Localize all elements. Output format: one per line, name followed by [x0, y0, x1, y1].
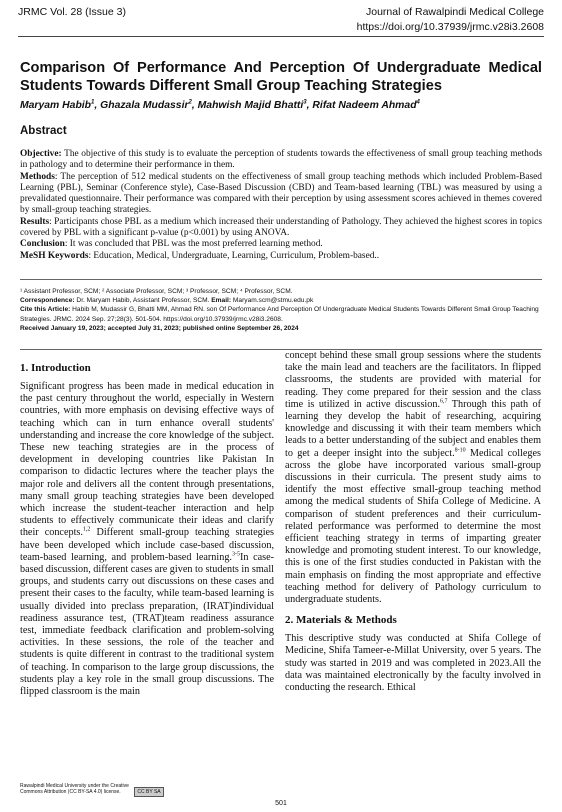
doi-link[interactable]: https://doi.org/10.37939/jrmc.v28i3.2608 — [356, 21, 544, 33]
citation-ref: 1,2 — [82, 527, 91, 534]
intro-text: In case-based discussion, different cases are given to students in small groups, and students carry out discussions on these cases and present their cases to the faculty, while team-based learning is usually divided into preclass preparation, (IRAT)individual readiness assurance test, (TRAT)team readiness assurance test, immediate feedback clarification and problem-solving activities. In these sessions, the role of the teacher and students is quite different in contrast to the traditional system of teaching. In comparison to the large group discussions, the students play a key role in the small group discussions. The flipped classroom is the main — [20, 551, 274, 698]
cc-license-badge[interactable]: CC BY SA — [134, 787, 164, 797]
intro-paragraph-continued — [285, 350, 541, 606]
correspondence-text: Dr. Maryam Habib, Assistant Professor, SCM. — [74, 297, 212, 305]
journal-issue: JRMC Vol. 28 (Issue 3) — [18, 6, 126, 18]
citation-ref: 3-5 — [231, 551, 240, 558]
abstract-methods — [20, 172, 542, 217]
right-column — [285, 350, 541, 694]
keywords-text: : Education, Medical, Undergraduate, Learning, Curriculum, Problem-based.. — [88, 250, 380, 261]
email-label: Email: — [211, 297, 232, 305]
intro-text: Significant progress has been made in medical education in the past century throughout the world, especially in Western countries, with more emphasis on devising effective ways of teaching which can in turn enhance overall students' understanding and increase the core knowledge of the subject. These new teaching strategies are in the process of development in developing countries like Pakistan In comparison to didactic lectures where the teacher plays the major role and delivers all the content through presentations, many small group teaching strategies have been developed which increase the student-teacher interaction and help students to effectively communicate their ideas and clarify their concepts. — [20, 381, 274, 539]
objective-text: The objective of this study is to evaluate the perception of students towards the effectiveness of small group teaching methods in pathology and to determine their performance in them. — [20, 149, 542, 171]
methods-label: Methods — [20, 171, 55, 182]
methods-paragraph: This descriptive study was conducted at Shifa College of Medicine, Shifa Tameer-e-Millat University, over 5 years. The study was started in 2019 and was completed in 2023.All the data was maintained electronically by the faculty involved in conducting the research. Ethical — [285, 633, 541, 694]
keywords-label: MeSH Keywords — [20, 250, 89, 261]
conclusion-text: : It was concluded that PBL was the most preferred learning method. — [64, 239, 323, 250]
author-name: Maryam Habib — [20, 100, 92, 111]
citation-ref: 8-10 — [454, 447, 466, 454]
objective-label: Objective: — [20, 149, 62, 159]
author-list: Maryam Habib$^1$, Ghazala Mudassir$^2$, Mahwish Majid Bhatti$^3$, Rifat Nadeem Ahmad$^4$ — [20, 99, 420, 111]
abstract-conclusion — [20, 239, 542, 250]
section-heading-introduction: 1. Introduction — [20, 362, 91, 374]
results-text: : Participants chose PBL as a medium which increased their understanding of Pathology. They achieved the highest scores in topics covered by PBL with a significant p-value (p<0.001) by using ANOVA. — [20, 216, 542, 239]
author-affiliation: 1 — [91, 99, 95, 106]
results-label: Results — [20, 216, 50, 227]
author-name: Mahwish Majid Bhatti — [197, 100, 304, 111]
page-number: 501 — [275, 800, 287, 807]
intro-text: Different small-group teaching strategies have been developed which include case-based discussion, team-based learning, and problem-based learning. — [20, 527, 275, 563]
abstract-body — [20, 149, 542, 262]
author-affiliation: 4 — [416, 99, 420, 106]
affiliations: ¹ Assistant Professor, SCM; ² Associate Professor, SCM; ³ Professor, SCM; ⁴ Professor, SCM. — [20, 288, 293, 295]
author-name: Ghazala Mudassir — [100, 100, 189, 111]
received-text: Received January 19, 2023; accepted July 31, 2023; published online September 26, 2024 — [20, 324, 299, 332]
author-affiliation: 2 — [188, 99, 192, 106]
intro-paragraph — [20, 381, 274, 698]
methods-text: : The perception of 512 medical students on the effectiveness of small group teaching methods which included Problem-Based Learning (PBL), Seminar (Conference style), Case-Based Discussion (CBD) and Team-based learning (TBL) was measured by using a prevalidated questionnaire. Their performance was compared with their perception by using assessment scores achieved in themes covered by small-group teaching strategies. — [20, 171, 542, 216]
received-dates — [20, 324, 542, 333]
email-link[interactable]: Maryam.scm@stmu.edu.pk — [231, 297, 314, 305]
license-text: Rawalpindi Medical University under the Creative Commons Attribution (CC BY-SA 4.0) license. — [20, 783, 129, 795]
intro-text: Medical colleges across the globe have incorporated various small-group discussions in their curricula. The present study aims to identify the most effective small-group teaching method among the medical students of Shifa College of Medicine. A comparison of student preferences and their curriculum-related performance was performed to determine the most efficient teaching strategy in terms of imparting greater knowledge and promoting student interest. To our knowledge, this is one of the first studies conducted in Pakistan with the main emphasis on finding the most appropriate and effective teaching method for delivery of Pathology curriculum to undergraduate students. — [285, 447, 541, 606]
citation-ref: 6,7 — [440, 398, 448, 405]
left-column — [20, 362, 274, 698]
footnotes — [20, 287, 542, 333]
abstract-objective — [20, 149, 542, 172]
author-name: Rifat Nadeem Ahmad — [312, 100, 417, 111]
correspondence-label: Correspondence: — [20, 297, 75, 305]
author-affiliation: 3 — [303, 99, 307, 106]
abstract-heading: Abstract — [20, 125, 67, 137]
abstract-keywords — [20, 251, 542, 262]
header-divider — [18, 36, 544, 37]
intro-text: Through this path of learning they develop the habit of researching, acquiring knowledge and discussing it with their team members which leads to a better understanding of the subject and enables them to get a deeper insight into the subject. — [285, 398, 541, 459]
citation-label: Cite this Article: — [20, 306, 71, 314]
journal-name: Journal of Rawalpindi Medical College — [365, 6, 544, 18]
abstract-divider — [20, 279, 542, 280]
section-heading-methods: 2. Materials & Methods — [285, 614, 397, 627]
correspondence — [20, 296, 542, 305]
intro-text: concept behind these small group sessions where the students take the main lead and teachers are the facilitators. In flipped classrooms, the students are provided with material for reading. They come prepared for their session and the class time is utilized in active discussion. — [285, 350, 541, 410]
conclusion-label: Conclusion — [20, 239, 65, 250]
article-title: Comparison Of Performance And Perception Of Undergraduate Medical Students Towards Different Small Group Teaching Strategies — [20, 60, 542, 94]
citation-text: Habib M, Mudassir G, Bhatti MM, Ahmad RN. son Of Performance And Perception Of Undergraduate Medical Students Towards Different Small Group Teaching Strategies. JRMC. 2024 Sep. 27;28(3). 501-504. https://doi.org/10.37939/jrmc.v28i3.2608. — [20, 306, 539, 323]
abstract-results — [20, 217, 542, 240]
citation — [20, 305, 542, 323]
